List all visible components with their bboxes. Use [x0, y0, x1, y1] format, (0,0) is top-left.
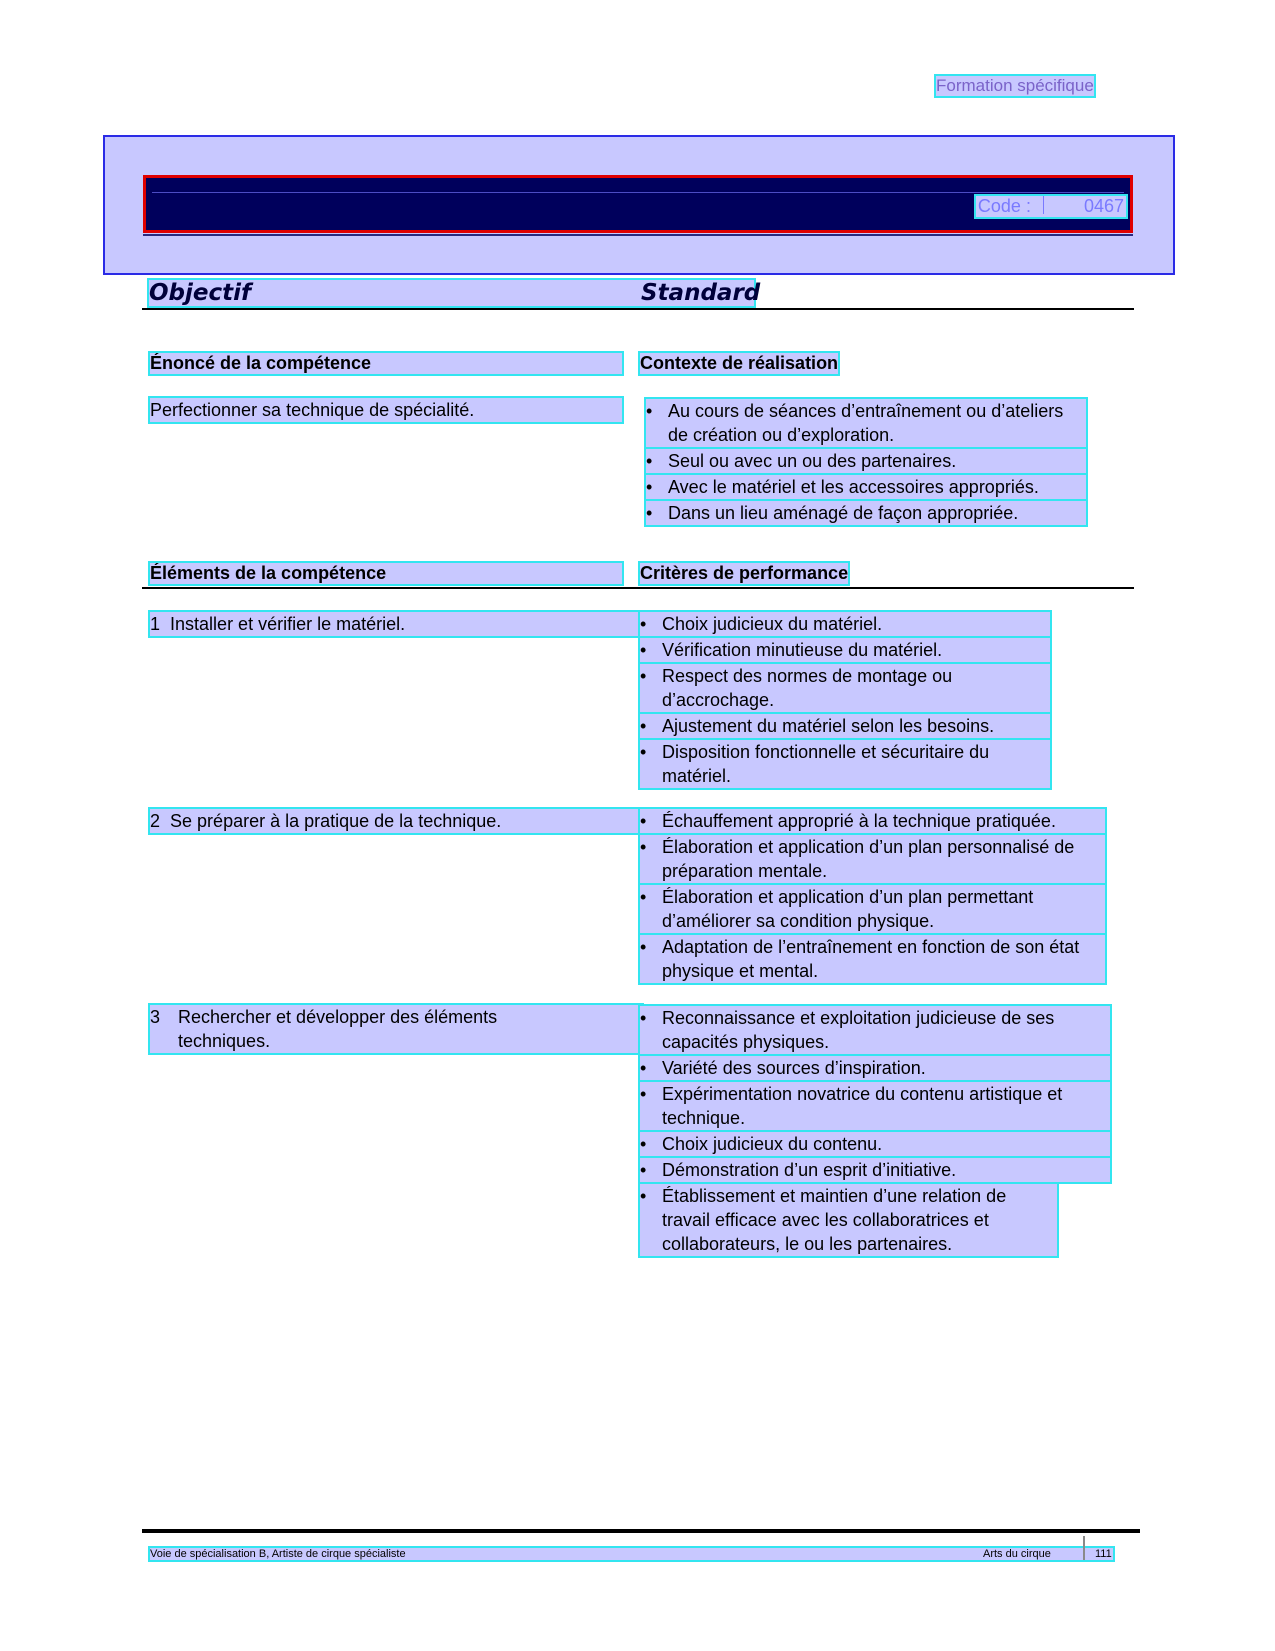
critere-item: • Expérimentation novatrice du contenu artistique et technique.: [640, 1082, 1110, 1130]
code-separator: [1043, 196, 1044, 214]
critere-item: • Élaboration et application d’un plan permettant d’améliorer sa condition physique.: [640, 885, 1105, 933]
contexte-list: [646, 399, 1086, 525]
contexte-item: • Seul ou avec un ou des partenaires.: [646, 449, 1086, 473]
critere-item: • Variété des sources d’inspiration.: [640, 1056, 1110, 1080]
element-number: 2: [150, 811, 161, 831]
enonce-text: Perfectionner sa technique de spécialité.: [150, 398, 622, 422]
critere-item: • Vérification minutieuse du matériel.: [640, 638, 1050, 662]
criteres-list-3: [640, 1006, 1110, 1256]
elements-rule: [142, 587, 1134, 589]
enonce-heading: Énoncé de la compétence: [150, 353, 622, 374]
page-number: 111: [1095, 1548, 1112, 1560]
contexte-item: • Avec le matériel et les accessoires appropriés.: [646, 475, 1086, 499]
element-number: 3: [150, 1007, 161, 1027]
critere-item: • Respect des normes de montage ou d’accrochage.: [640, 664, 1050, 712]
contexte-item: • Dans un lieu aménagé de façon appropriée.: [646, 501, 1086, 525]
element-1: [150, 612, 642, 636]
title-standard: Standard: [641, 280, 761, 306]
critere-item: • Ajustement du matériel selon les besoins.: [640, 714, 1050, 738]
elements-heading: Éléments de la compétence: [150, 563, 622, 584]
bar-inner-line: [152, 192, 1124, 193]
critere-item: • Démonstration d’un esprit d’initiative.: [640, 1158, 1110, 1182]
formation-label: Formation spécifique: [936, 76, 1094, 95]
critere-item: • Reconnaissance et exploitation judicieuse de ses capacités physiques.: [640, 1006, 1110, 1054]
code-value: 0467: [1083, 196, 1124, 216]
footer-left: Voie de spécialisation B, Artiste de cirque spécialiste: [150, 1548, 406, 1560]
element-text: Rechercher et développer des éléments techniques.: [178, 1007, 498, 1051]
footer-separator: [1083, 1536, 1085, 1560]
footer-rule: [142, 1529, 1140, 1533]
code-field: [976, 196, 1126, 217]
code-bar: [143, 175, 1133, 233]
critere-item: • Adaptation de l’entraînement en fonction de son état physique et mental.: [640, 935, 1105, 983]
criteres-list-1: [640, 612, 1050, 788]
critere-item: • Établissement et maintien d’une relation de travail efficace avec les collaboratrices et collaborateurs, le ou les partenaires.: [640, 1184, 1057, 1256]
critere-item: • Élaboration et application d’un plan personnalisé de préparation mentale.: [640, 835, 1105, 883]
element-number: 1: [150, 614, 161, 634]
element-text: Installer et vérifier le matériel.: [170, 614, 406, 634]
code-label: Code :: [977, 196, 1031, 216]
critere-item: • Disposition fonctionnelle et sécuritaire du matériel.: [640, 740, 1050, 788]
critere-item: • Choix judicieux du matériel.: [640, 612, 1050, 636]
bar-underline: [143, 234, 1133, 236]
contexte-heading: Contexte de réalisation: [640, 353, 839, 373]
title-objectif-text: Objectif: [149, 280, 252, 306]
element-3: [150, 1005, 642, 1053]
critere-item: • Échauffement approprié à la technique pratiquée.: [640, 809, 1105, 833]
critere-item: • Choix judicieux du contenu.: [640, 1132, 1110, 1156]
footer-right: Arts du cirque: [983, 1548, 1051, 1560]
criteres-list-2: [640, 809, 1105, 983]
element-text: Se préparer à la pratique de la technique.: [170, 811, 502, 831]
criteres-heading: Critères de performance: [640, 563, 849, 583]
title-rule: [142, 308, 1134, 310]
header-panel: [103, 135, 1175, 275]
contexte-item: • Au cours de séances d’entraînement ou d’ateliers de création ou d’exploration.: [646, 399, 1086, 447]
element-2: [150, 809, 642, 833]
footer-bar: [150, 1548, 1113, 1560]
